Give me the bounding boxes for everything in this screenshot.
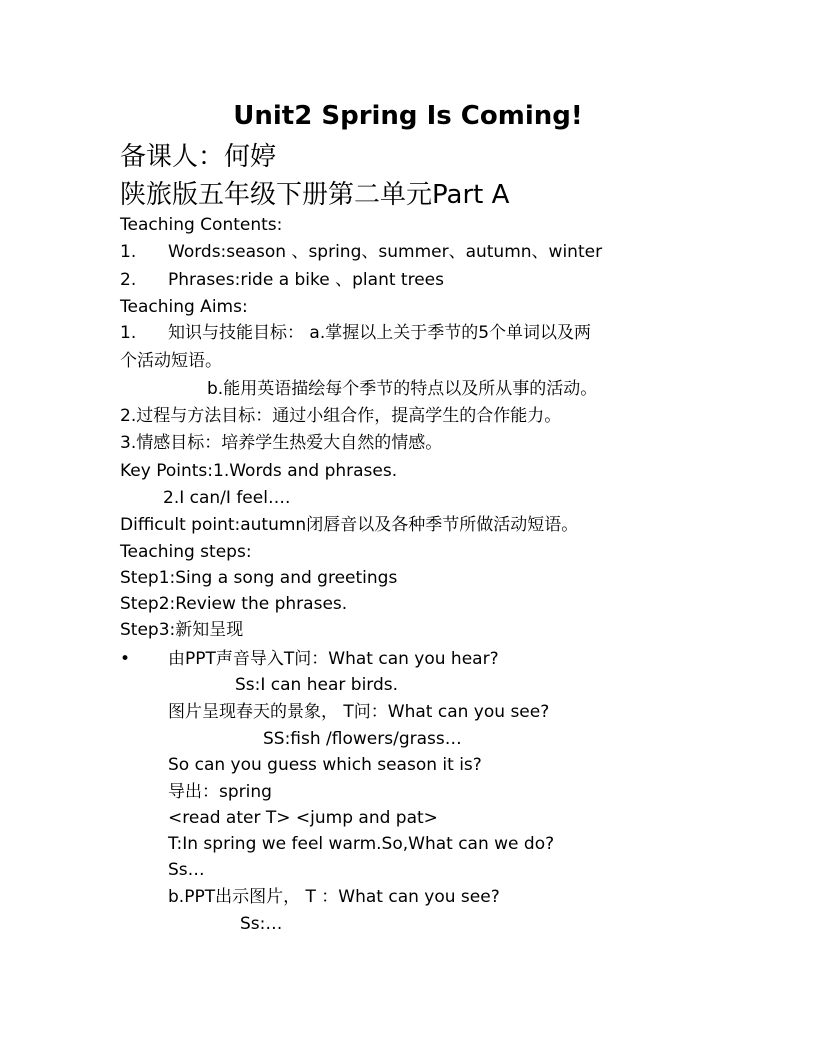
step-2: Step2:Review the phrases. bbox=[120, 594, 348, 614]
step-line: <read ater T> <jump and pat> bbox=[168, 808, 438, 828]
step-line: Ss… bbox=[168, 860, 205, 880]
aims-item-3: 3.情感目标：培养学生热爱大自然的情感。 bbox=[120, 433, 443, 453]
difficult-point: Difficult point:autumn闭唇音以及各种季节所做活动短语。 bbox=[120, 515, 579, 535]
step-line: SS:fish /flowers/grass… bbox=[263, 729, 462, 749]
step-line: So can you guess which season it is? bbox=[168, 755, 482, 775]
contents-item-1-number: 1. bbox=[120, 242, 137, 262]
aims-item-1-number: 1. bbox=[120, 323, 137, 343]
contents-item-2-text: Phrases:ride a bike 、plant trees bbox=[168, 270, 444, 290]
step-line: Ss:I can hear birds. bbox=[235, 675, 399, 695]
aims-item-1-b: b.能用英语描绘每个季节的特点以及所从事的活动。 bbox=[207, 379, 598, 399]
page-title: Unit2 Spring Is Coming! bbox=[233, 101, 583, 131]
aims-item-1-continuation: 个活动短语。 bbox=[120, 351, 222, 371]
step-3: Step3:新知呈现 bbox=[120, 620, 244, 640]
aims-heading: Teaching Aims: bbox=[120, 297, 248, 317]
step-line: T:In spring we feel warm.So,What can we do? bbox=[168, 834, 555, 854]
step-line: 图片呈现春天的景象， T问：What can you see? bbox=[168, 702, 550, 722]
step-line: 导出：spring bbox=[168, 782, 272, 802]
key-points-line-1: Key Points:1.Words and phrases. bbox=[120, 461, 398, 481]
contents-item-1-text: Words:season 、spring、summer、autumn、winter bbox=[168, 242, 603, 262]
aims-item-2: 2.过程与方法目标：通过小组合作，提高学生的合作能力。 bbox=[120, 406, 562, 426]
contents-item-2-number: 2. bbox=[120, 270, 137, 290]
step-line: 由PPT声音导入T问：What can you hear? bbox=[168, 649, 499, 669]
aims-item-1-text: 知识与技能目标： a.掌握以上关于季节的5个单词以及两 bbox=[168, 323, 592, 343]
step-line: b.PPT出示图片， T ：What can you see? bbox=[168, 887, 500, 907]
step-1: Step1:Sing a song and greetings bbox=[120, 568, 398, 588]
bullet: • bbox=[120, 649, 131, 669]
contents-heading: Teaching Contents: bbox=[120, 215, 283, 235]
key-points-line-2: 2.I can/I feel…. bbox=[163, 488, 291, 508]
preparer-line: 备课人：何婷 bbox=[120, 142, 277, 172]
steps-heading: Teaching steps: bbox=[120, 542, 252, 562]
step-line: Ss:… bbox=[240, 914, 283, 934]
book-line: 陕旅版五年级下册第二单元Part A bbox=[120, 180, 510, 210]
